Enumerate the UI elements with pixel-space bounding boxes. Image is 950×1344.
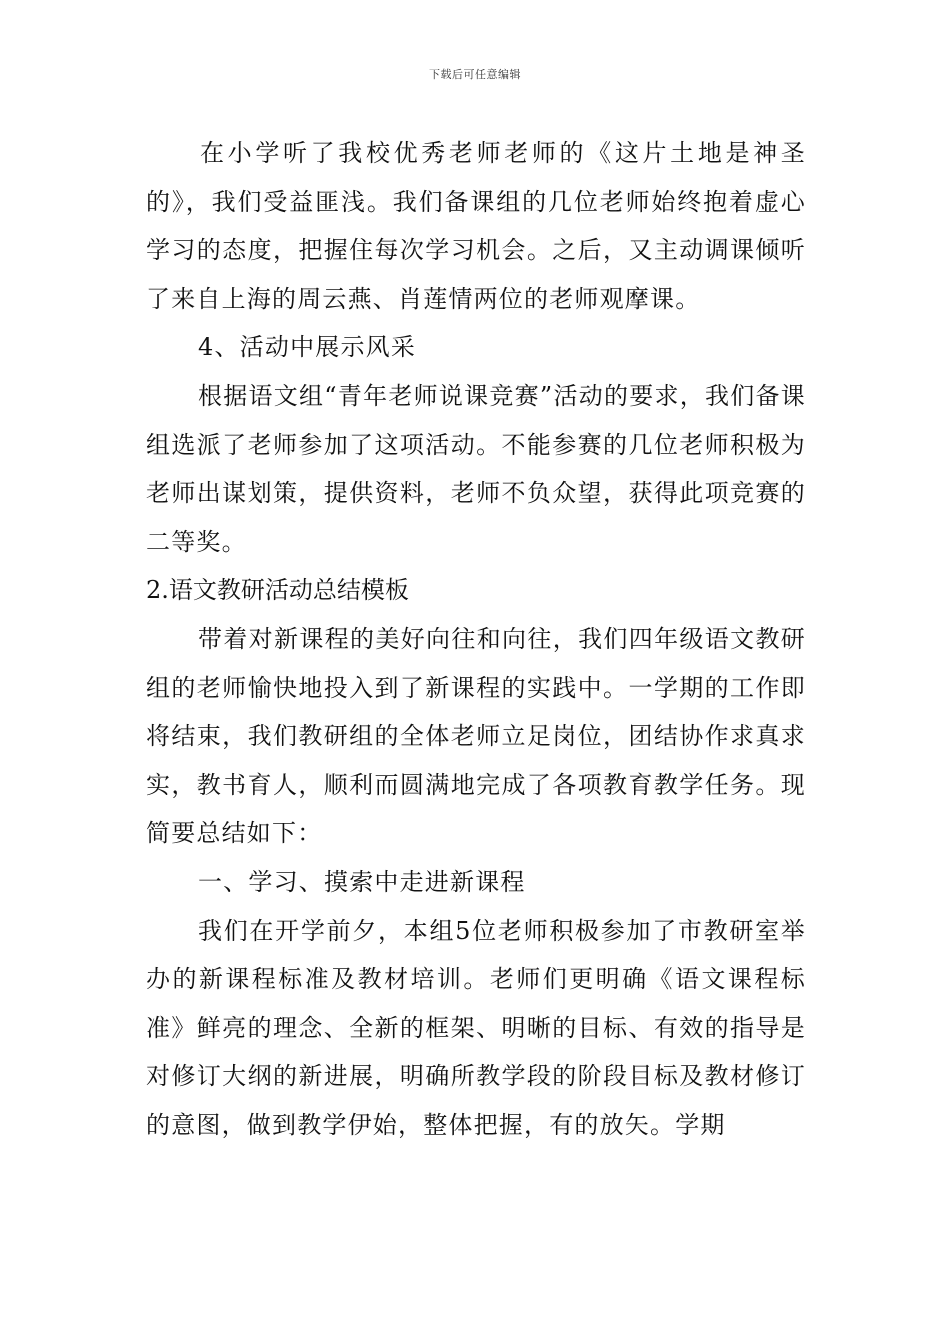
header-note: 下载后可任意编辑 bbox=[429, 68, 521, 81]
paragraph-training: 我们在开学前夕，本组5位老师积极参加了市教研室举办的新课程标准及教材培训。老师们更明确《语文课程标准》鲜亮的理念、全新的框架、明晰的目标、有效的指导是对修订大纲的新进展，明确所教学段的阶段目标及教材修订的意图，做到教学伊始，整体把握，有的放矢。学期 bbox=[146, 916, 806, 1139]
document-body bbox=[146, 129, 806, 1149]
paragraph-intro: 带着对新课程的美好向往和向往，我们四年级语文教研组的老师愉快地投入到了新课程的实践中。一学期的工作即将结束，我们教研组的全体老师立足岗位，团结协作求真求实，教书育人，顺利而圆满地完成了各项教育教学任务。现简要总结如下： bbox=[146, 624, 806, 848]
subheading-activity: 4、活动中展示风采 bbox=[198, 333, 417, 362]
paragraph-observation: 在小学听了我校优秀老师老师的《这片土地是神圣的》，我们受益匪浅。我们备课组的几位老师始终抱着虚心学习的态度，把握住每次学习机会。之后，又主动调课倾听了来自上海的周云燕、肖莲情两位的老师观摩课。 bbox=[146, 139, 806, 313]
section-title: 2.语文教研活动总结模板 bbox=[146, 576, 409, 605]
subheading-learning: 一、学习、摸索中走进新课程 bbox=[198, 867, 526, 896]
paragraph-competition: 根据语文组“青年老师说课竞赛”活动的要求，我们备课组选派了老师参加了这项活动。不能参赛的几位老师积极为老师出谋划策，提供资料，老师不负众望，获得此项竞赛的二等奖。 bbox=[146, 381, 806, 556]
